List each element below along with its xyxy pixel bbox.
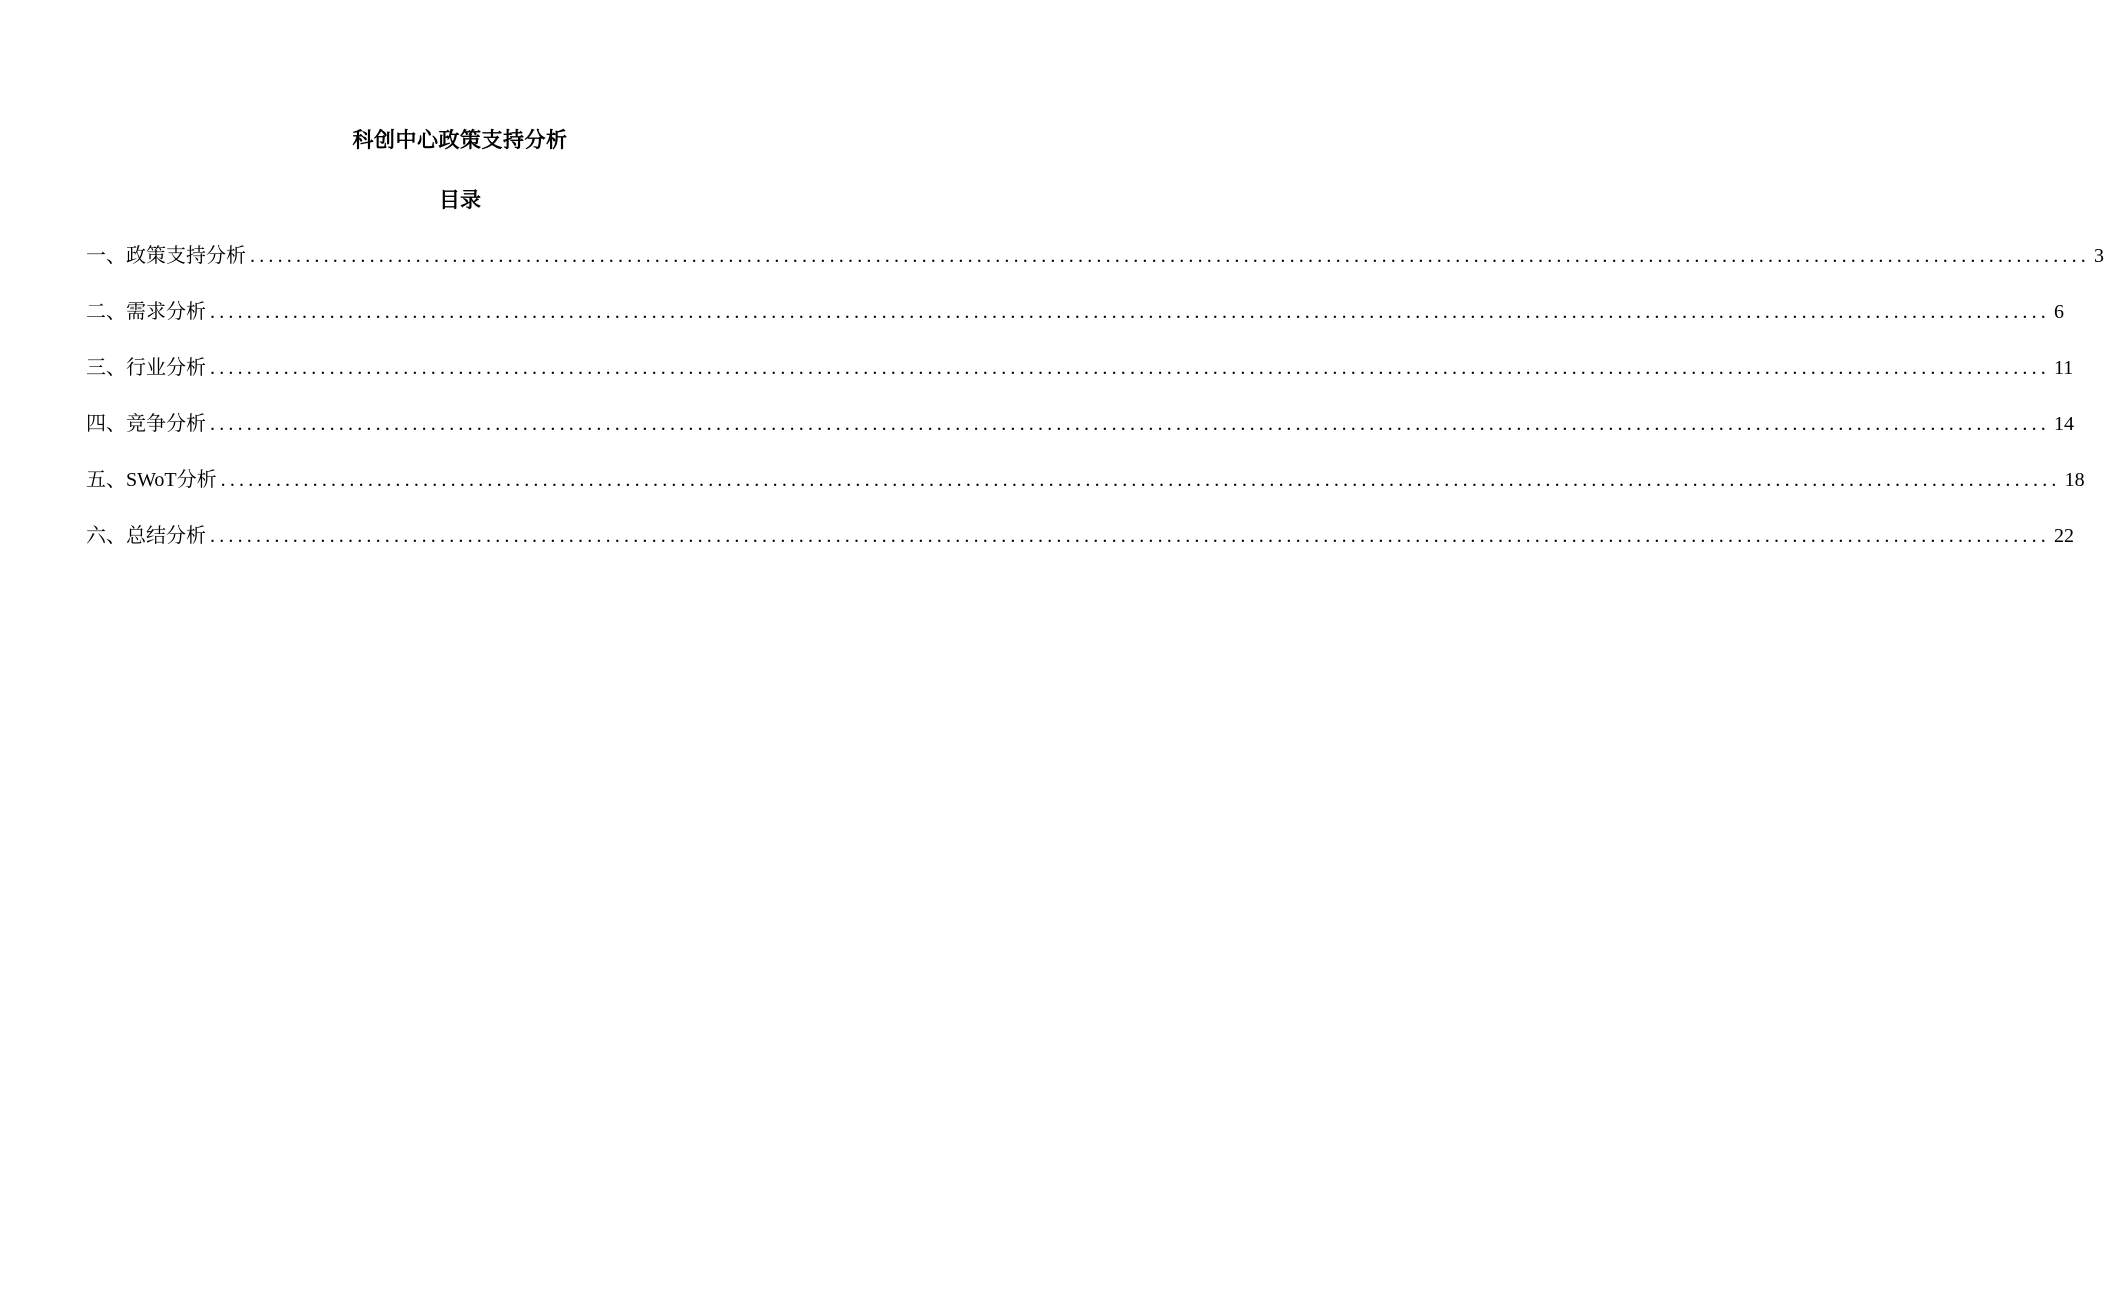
toc-dot-leader: ........................................................................................................................................................................................................ (210, 413, 2050, 435)
toc-dot-leader: ........................................................................................................................................................................................................ (210, 357, 2050, 379)
toc-entry-page-number: 14 (2054, 413, 2074, 435)
toc-dot-leader: ........................................................................................................................................................................................................ (220, 469, 2061, 491)
toc-heading: 目录 (439, 188, 481, 212)
toc-entry-swot[interactable] (86, 464, 2085, 520)
toc-entry-label: 六、总结分析 (86, 525, 206, 547)
toc-dot-leader: ........................................................................................................................................................................................................ (250, 245, 2090, 267)
toc-entry-label: 三、行业分析 (86, 357, 206, 379)
toc-entry-label: 一、政策支持分析 (86, 245, 246, 267)
toc-entry-page-number: 22 (2054, 525, 2074, 547)
toc-entry-page-number: 11 (2054, 357, 2074, 379)
toc-dot-leader: ........................................................................................................................................................................................................ (210, 301, 2050, 323)
toc-entry-page-number: 18 (2064, 469, 2085, 491)
toc-entry-label: 四、竞争分析 (86, 413, 206, 435)
toc-entry-competition[interactable] (86, 408, 2074, 464)
table-of-contents (86, 240, 2104, 576)
toc-entry-label: 二、需求分析 (86, 301, 206, 323)
toc-entry-demand[interactable] (86, 296, 2064, 352)
toc-entry-page-number: 6 (2054, 301, 2064, 323)
toc-entry-policy-support[interactable] (86, 240, 2104, 296)
toc-entry-label: 五、SWoT分析 (86, 469, 217, 491)
toc-entry-summary[interactable] (86, 520, 2074, 576)
toc-entry-industry[interactable] (86, 352, 2074, 408)
document-title: 科创中心政策支持分析 (352, 128, 568, 152)
toc-entry-page-number: 3 (2094, 245, 2104, 267)
toc-dot-leader: ........................................................................................................................................................................................................ (210, 525, 2050, 547)
